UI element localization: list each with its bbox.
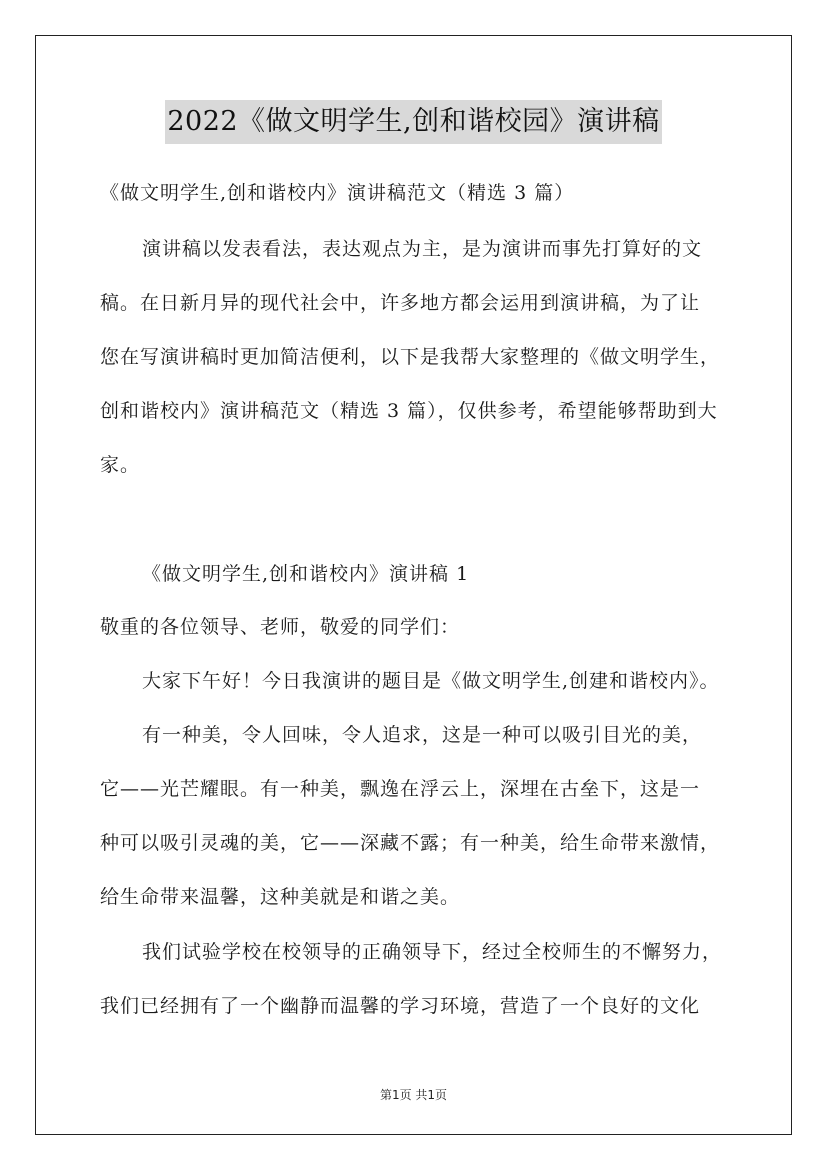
intro-line: 您在写演讲稿时更加简洁便利，以下是我帮大家整理的《做文明学生， (100, 346, 721, 368)
body-line: 种可以吸引灵魂的美，它——深藏不露；有一种美，给生命带来激情， (100, 832, 721, 854)
body-line: 大家下午好！今日我演讲的题目是《做文明学生,创建和谐校内》。 (142, 670, 720, 692)
intro-line: 演讲稿以发表看法，表达观点为主，是为演讲而事先打算好的文 (142, 238, 703, 260)
salutation: 敬重的各位领导、老师，敬爱的同学们： (100, 616, 461, 638)
intro-line: 家。 (100, 454, 141, 476)
body-line: 它——光芒耀眼。有一种美，飘逸在浮云上，深埋在古垒下，这是一 (100, 778, 701, 800)
body-line: 有一种美，令人回味，令人追求，这是一种可以吸引目光的美， (142, 724, 703, 746)
body-line: 我们已经拥有了一个幽静而温馨的学习环境，营造了一个良好的文化 (100, 995, 701, 1017)
title-wrap (0, 100, 827, 144)
page-footer: 第1页 共1页 (379, 1088, 448, 1102)
intro-line: 创和谐校内》演讲稿范文（精选 3 篇），仅供参考，希望能够帮助到大 (100, 400, 718, 422)
document-subtitle: 《做文明学生,创和谐校内》演讲稿范文（精选 3 篇） (100, 182, 575, 204)
document-title: 2022《做文明学生,创和谐校园》演讲稿 (165, 100, 661, 144)
intro-line: 稿。在日新月异的现代社会中，许多地方都会运用到演讲稿，为了让 (100, 292, 701, 314)
section-heading: 《做文明学生,创和谐校内》演讲稿 1 (142, 563, 470, 585)
body-line: 给生命带来温馨，这种美就是和谐之美。 (100, 886, 461, 908)
body-line: 我们试验学校在校领导的正确领导下，经过全校师生的不懈努力， (142, 941, 723, 963)
